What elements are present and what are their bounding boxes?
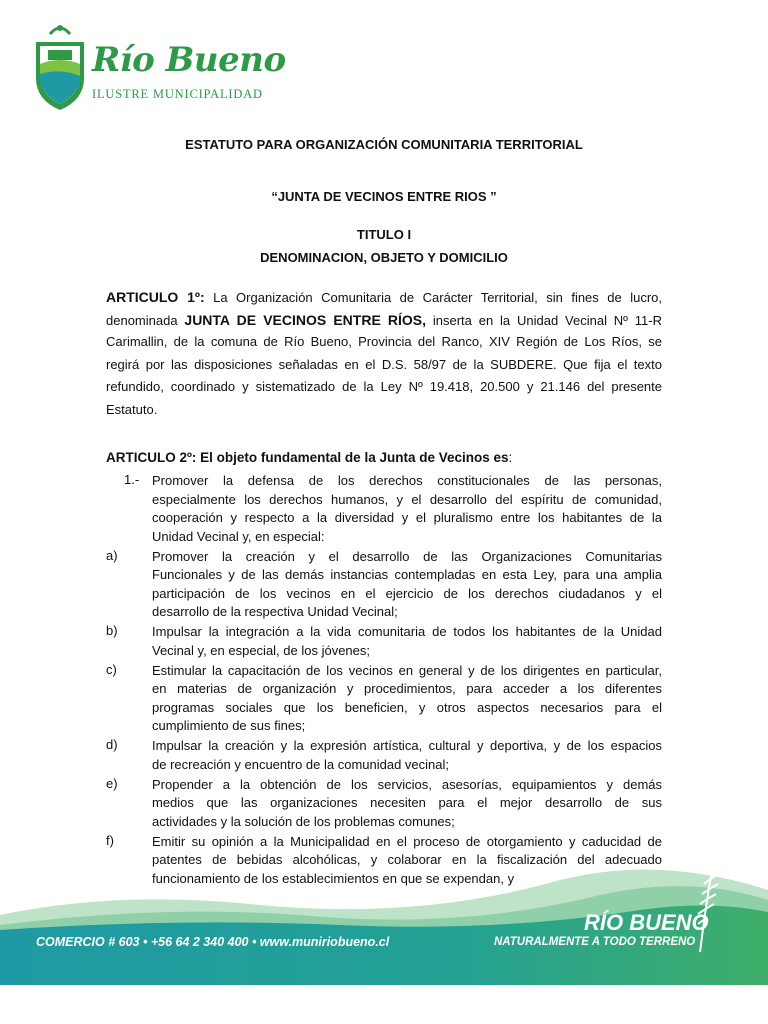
organization-name: JUNTA DE VECINOS ENTRE RÍOS, xyxy=(184,311,427,328)
list-item xyxy=(106,548,662,622)
article-2-list xyxy=(106,472,662,890)
article-1-text: denominada xyxy=(106,312,178,328)
list-item-text: Vecinal y, en especial, de los jóvenes; xyxy=(152,642,371,658)
list-item-text: programas sociales que los beneficien, y otros aspectos necesarios para el xyxy=(152,699,662,715)
list-item-text: Propender a la obtención de los servicios, asesorías, equipamientos y demás xyxy=(152,776,662,792)
list-item-text: de recreación y encuentro de la comunidad vecinal; xyxy=(152,756,450,772)
list-marker: 1.- xyxy=(124,472,140,487)
article-2-heading xyxy=(106,450,512,465)
footer-contact: COMERCIO # 603 • +56 64 2 340 400 • www.muniriobueno.cl xyxy=(36,935,390,949)
list-item xyxy=(106,776,662,832)
list-item-text: Unidad Vecinal y, en especial: xyxy=(152,528,325,544)
document-title: ESTATUTO PARA ORGANIZACIÓN COMUNITARIA TERRITORIAL xyxy=(185,137,583,152)
list-item-text: en materias de organización y procedimientos, para acceder a los diferentes xyxy=(152,681,662,696)
list-item-text: Promover la defensa de los derechos constitucionales de las personas, xyxy=(152,473,662,488)
list-item xyxy=(106,623,662,660)
list-marker: d) xyxy=(106,737,118,752)
article-1-text: refundido, coordinado y sistematizado de la Ley Nº 19.418, 20.500 y 21.146 del presente xyxy=(106,379,662,394)
footer-slogan: NATURALMENTE A TODO TERRENO xyxy=(494,936,696,948)
list-item-text: cumplimiento de sus fines; xyxy=(152,718,306,733)
titulo-subheading: DENOMINACION, OBJETO Y DOMICILIO xyxy=(260,250,508,265)
article-1 xyxy=(106,286,662,421)
list-item-text: Funcionales y de las demás instancias contempladas en esta Ley, para una amplia xyxy=(152,567,662,582)
list-item-text: participación de los vecinos en el ejercicio de los derechos ciudadanos y el xyxy=(152,585,662,601)
list-item-text: Impulsar la integración a la vida comunitaria de todos los habitantes de la Unidad xyxy=(152,624,662,639)
article-2-colon: : xyxy=(508,450,513,465)
list-item-text: patentes de bebidas alcohólicas, y colaborar en la fiscalización del adecuado xyxy=(152,852,662,867)
list-item-text: especialmente los derechos humanos, y el desarrollo del espíritu de comunidad, xyxy=(152,491,662,507)
list-item-text: Impulsar la creación y la expresión artística, cultural y deportiva, y de los espacios xyxy=(152,738,662,753)
list-marker: a) xyxy=(106,547,118,563)
footer-brand: RÍO BUENO xyxy=(584,910,709,935)
list-item-text: Estimular la capacitación de los vecinos en general y de los dirigentes en particular, xyxy=(152,662,662,678)
list-item-text: desarrollo de la respectiva Unidad Vecinal; xyxy=(152,604,398,619)
list-item-text: medios que las organizaciones necesiten para el mejor desarrollo de sus xyxy=(152,795,662,810)
article-1-label: ARTICULO 1º: xyxy=(106,289,205,305)
list-item-text: Emitir su opinión a la Municipalidad en el proceso de otorgamiento y caducidad de xyxy=(152,833,662,849)
article-1-text: inserta en la Unidad Vecinal Nº 11-R xyxy=(432,312,662,328)
article-2-heading-text: ARTICULO 2º: El objeto fundamental de la Junta de Vecinos es xyxy=(106,450,509,465)
document-subtitle: “JUNTA DE VECINOS ENTRE RIOS ” xyxy=(271,189,497,204)
article-1-text: regirá por las disposiciones señaladas en el D.S. 58/97 de la SUBDERE. Que fija el texto xyxy=(106,356,662,372)
list-item xyxy=(106,662,662,736)
titulo-heading: TITULO I xyxy=(356,227,412,242)
list-item-text: actividades y la solución de los problemas comunes; xyxy=(152,813,455,829)
list-item-text: cooperación y respecto a la diversidad y el pluralismo entre los habitantes de la xyxy=(152,510,662,525)
logo-name: Río Bueno xyxy=(92,40,286,80)
logo-subtitle: ILUSTRE MUNICIPALIDAD xyxy=(92,87,263,101)
list-item xyxy=(106,737,662,774)
article-1-text: Estatuto. xyxy=(106,401,158,417)
article-1-text: Carimallin, de la comuna de Río Bueno, Provincia del Ranco, XIV Región de Los Ríos, se xyxy=(106,334,662,349)
article-1-text: La Organización Comunitaria de Carácter Territorial, sin fines de lucro, xyxy=(213,290,662,305)
list-marker: f) xyxy=(106,832,114,848)
list-marker: b) xyxy=(106,623,118,638)
list-item xyxy=(106,472,662,546)
list-marker: e) xyxy=(106,775,118,791)
list-marker: c) xyxy=(106,661,117,677)
list-item-text: funcionamiento de los establecimientos en que se expendan, y xyxy=(152,870,515,886)
list-item-text: Promover la creación y el desarrollo de las Organizaciones Comunitarias xyxy=(152,548,662,564)
